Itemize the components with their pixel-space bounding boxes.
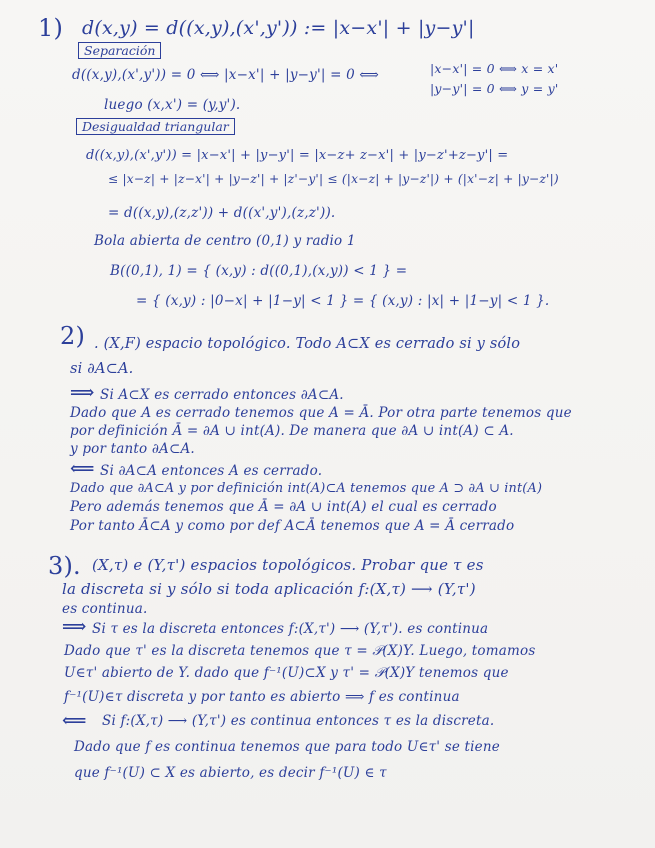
problem-3-line-10: que f⁻¹(U) ⊂ X es abierto, es decir f⁻¹(U) ∈ τ: [74, 765, 387, 781]
problem-2-line-2: si ∂A⊂A.: [70, 361, 134, 377]
separation-line-2: luego (x,x') = (y,y').: [104, 97, 241, 113]
problem-3-line-4: Si τ es la discreta entonces f:(X,τ') ⟶ (Y,τ'). es continua: [92, 621, 489, 637]
problem-2-line-4: Dado que A es cerrado tenemos que A = Ā. Por otra parte tenemos que: [70, 405, 572, 421]
triangle-label: Desigualdad triangular: [76, 118, 235, 135]
problem-1-definition: d(x,y) = d((x,y),(x',y')) := |x−x'| + |y−y'|: [82, 17, 475, 39]
separation-label: Separación: [78, 42, 161, 59]
problem-3-line-1: (X,τ) e (Y,τ') espacios topológicos. Probar que τ es: [92, 556, 484, 574]
problem-2-line-8: Dado que ∂A⊂A y por definición int(A)⊂A tenemos que A ⊃ ∂A ∪ int(A): [70, 481, 543, 496]
problem-3-line-6: U∈τ' abierto de Y. dado que f⁻¹(U)⊂X y τ' = 𝒫(X)Y tenemos que: [64, 665, 509, 681]
forward-implication-arrow: ⟹: [70, 383, 95, 403]
backward-implication-arrow: ⟸: [70, 459, 95, 479]
separation-right-1: |x−x'| = 0 ⟺ x = x': [430, 61, 559, 76]
ball-title: Bola abierta de centro (0,1) y radio 1: [94, 233, 356, 249]
problem-2-line-7: Si ∂A⊂A entonces A es cerrado.: [100, 463, 323, 479]
problem-3-line-7: f⁻¹(U)∈τ discreta y por tanto es abierto ⟹ f es continua: [64, 689, 460, 705]
problem-2-line-10: Por tanto Ā⊂A y como por def A⊂Ā tenemos que A = Ā cerrado: [70, 518, 515, 534]
problem-3-number: 3).: [48, 552, 81, 580]
backward-implication-arrow-3: ⟸: [62, 711, 87, 731]
triangle-line-1: d((x,y),(x',y')) = |x−x'| + |y−y'| = |x−z+ z−x'| + |y−z'+z−y'| =: [86, 148, 509, 163]
problem-2-line-3: Si A⊂X es cerrado entonces ∂A⊂A.: [100, 387, 344, 403]
problem-3-line-9: Dado que f es continua tenemos que para todo U∈τ' se tiene: [74, 739, 500, 755]
forward-implication-arrow-3: ⟹: [62, 617, 87, 637]
separation-right-2: |y−y'| = 0 ⟺ y = y': [430, 81, 559, 96]
problem-3-line-5: Dado que τ' es la discreta tenemos que τ = 𝒫(X)Y. Luego, tomamos: [64, 643, 536, 659]
ball-line-2: = { (x,y) : |0−x| + |1−y| < 1 } = { (x,y) : |x| + |1−y| < 1 }.: [136, 293, 550, 309]
separation-line-1: d((x,y),(x',y')) = 0 ⟺ |x−x'| + |y−y'| = 0 ⟺: [72, 67, 379, 83]
problem-3-line-2: la discreta si y sólo si toda aplicación f:(X,τ) ⟶ (Y,τ'): [62, 580, 476, 598]
triangle-line-2: ≤ |x−z| + |z−x'| + |y−z'| + |z'−y'| ≤ (|x−z| + |y−z'|) + (|x'−z| + |y−z'|): [108, 172, 559, 186]
problem-2-line-6: y por tanto ∂A⊂A.: [70, 441, 195, 457]
problem-1-number: 1): [38, 14, 64, 42]
triangle-line-3: = d((x,y),(z,z')) + d((x',y'),(z,z')).: [108, 205, 336, 221]
problem-2-line-1: . (X,F) espacio topológico. Todo A⊂X es cerrado si y sólo: [94, 336, 521, 352]
problem-2-line-5: por definición Ā = ∂A ∪ int(A). De manera que ∂A ∪ int(A) ⊂ A.: [70, 423, 514, 439]
problem-2-number: 2): [60, 322, 86, 350]
problem-3-line-8: Si f:(X,τ) ⟶ (Y,τ') es continua entonces τ es la discreta.: [102, 713, 495, 729]
problem-2-line-9: Pero además tenemos que Ā = ∂A ∪ int(A) el cual es cerrado: [70, 499, 497, 515]
ball-line-1: B((0,1), 1) = { (x,y) : d((0,1),(x,y)) < 1 } =: [110, 263, 408, 279]
problem-3-line-3: es continua.: [62, 601, 148, 617]
